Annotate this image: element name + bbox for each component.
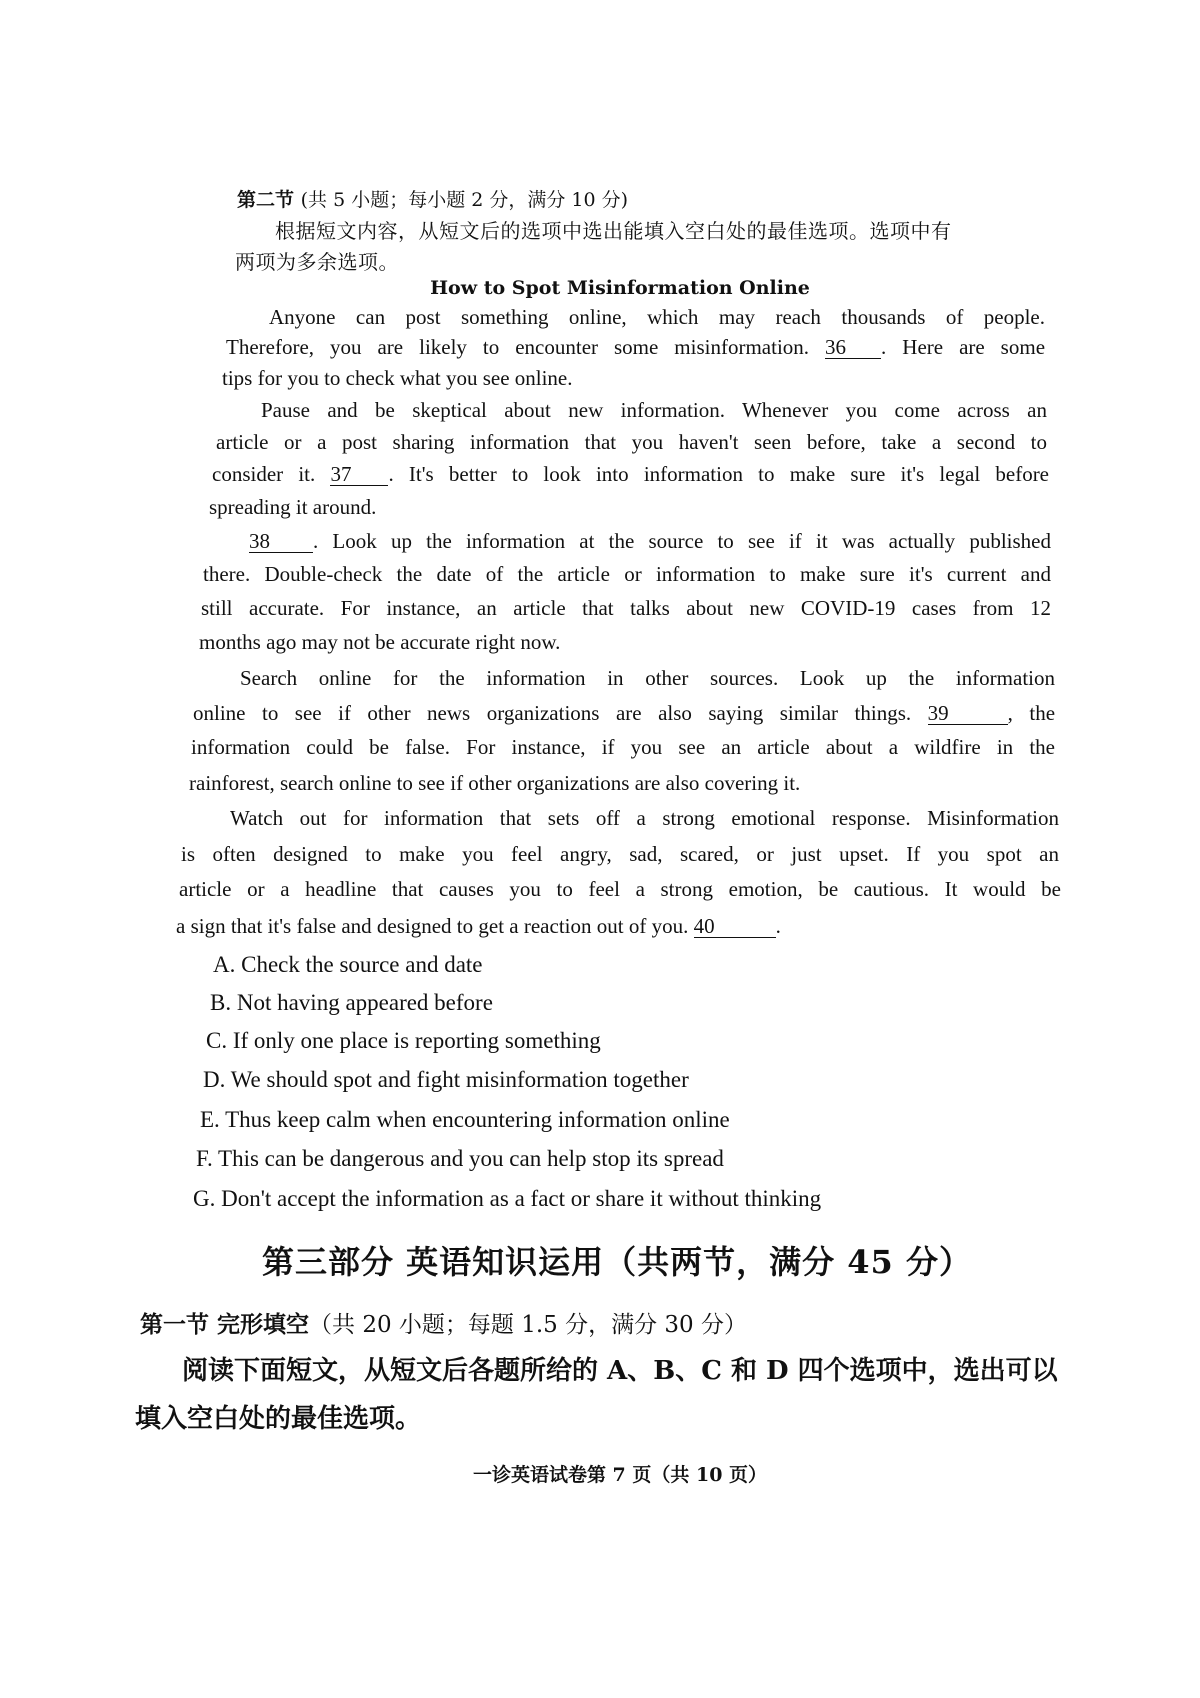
p3-line-1: 38 . Look up the information at the source to see if it was actually published bbox=[249, 529, 1051, 553]
p5-line-3: article or a headline that causes you to feel a strong emotion, be cautious. It would be bbox=[179, 877, 1061, 901]
p4-line-1: Search online for the information in other sources. Look up the information bbox=[240, 666, 1055, 690]
option-f: F. This can be dangerous and you can help stop its spread bbox=[196, 1146, 724, 1171]
blank-37: 37 bbox=[330, 463, 388, 486]
blank-40: 40 bbox=[694, 915, 776, 938]
p4-line-4: rainforest, search online to see if other organizations are also covering it. bbox=[189, 771, 801, 795]
page-footer: 一诊英语试卷第 7 页（共 10 页） bbox=[472, 1464, 768, 1486]
p1-line-2: Therefore, you are likely to encounter some misinformation. 36 . Here are some bbox=[226, 335, 1046, 359]
p2-line-2: article or a post sharing information that you haven't seen before, take a second to bbox=[216, 430, 1047, 454]
passage-title: How to Spot Misinformation Online bbox=[430, 277, 810, 299]
part-3-title: 第三部分 英语知识运用（共两节，满分 45 分） bbox=[262, 1243, 972, 1281]
part-3-section-1-heading-rest: （共 20 小题；每题 1.5 分，满分 30 分） bbox=[309, 1312, 747, 1338]
section-2-heading: 第二节 (共 5 小题；每小题 2 分，满分 10 分) bbox=[237, 189, 629, 211]
p4-line-3: information could be false. For instance, if you see an article about a wildfire in the bbox=[191, 735, 1055, 759]
blank-39: 39 bbox=[928, 702, 1008, 725]
option-d: D. We should spot and fight misinformation together bbox=[203, 1067, 689, 1092]
option-b: B. Not having appeared before bbox=[210, 990, 493, 1015]
p5-line-1: Watch out for information that sets off a strong emotional response. Misinformation bbox=[230, 806, 1059, 830]
p3-line-4: months ago may not be accurate right now. bbox=[199, 630, 561, 654]
option-e: E. Thus keep calm when encountering information online bbox=[200, 1107, 730, 1132]
p3-line-2: there. Double-check the date of the article or information to make sure it's current and bbox=[203, 562, 1051, 586]
option-c: C. If only one place is reporting something bbox=[206, 1028, 601, 1053]
blank-38: 38 bbox=[249, 530, 313, 553]
p2-line-4: spreading it around. bbox=[209, 495, 377, 519]
p1-line-1: Anyone can post something online, which may reach thousands of people. bbox=[269, 305, 1045, 329]
section-2-instruction-line-1: 根据短文内容，从短文后的选项中选出能填入空白处的最佳选项。选项中有 bbox=[275, 219, 952, 243]
p5-line-2: is often designed to make you feel angry, sad, scared, or just upset. If you spot an bbox=[181, 842, 1059, 866]
option-g: G. Don't accept the information as a fact or share it without thinking bbox=[193, 1186, 822, 1211]
section-2-heading-rest: (共 5 小题；每小题 2 分，满分 10 分) bbox=[300, 189, 629, 211]
option-a: A. Check the source and date bbox=[213, 952, 483, 977]
part-3-instruction-line-2: 填入空白处的最佳选项。 bbox=[135, 1404, 422, 1434]
section-2-instruction-line-2: 两项为多余选项。 bbox=[235, 250, 399, 274]
part-3-instruction-line-1: 阅读下面短文，从短文后各题所给的 A、B、C 和 D 四个选项中，选出可以 bbox=[182, 1356, 1058, 1386]
p2-line-1: Pause and be skeptical about new information. Whenever you come across an bbox=[261, 398, 1047, 422]
p4-line-2: online to see if other news organizations are also saying similar things. 39 , the bbox=[193, 701, 1056, 725]
part-3-section-1-heading: 第一节 完形填空（共 20 小题；每题 1.5 分，满分 30 分） bbox=[140, 1311, 747, 1338]
p2-line-3: consider it. 37 . It's better to look into information to make sure it's legal before bbox=[212, 462, 1050, 486]
p5-line-4: a sign that it's false and designed to get a reaction out of you. 40 . bbox=[176, 914, 781, 938]
blank-36: 36 bbox=[825, 336, 881, 359]
p3-line-3: still accurate. For instance, an article that talks about new COVID-19 cases from 12 bbox=[201, 596, 1051, 620]
p1-line-3: tips for you to check what you see online. bbox=[222, 366, 573, 390]
